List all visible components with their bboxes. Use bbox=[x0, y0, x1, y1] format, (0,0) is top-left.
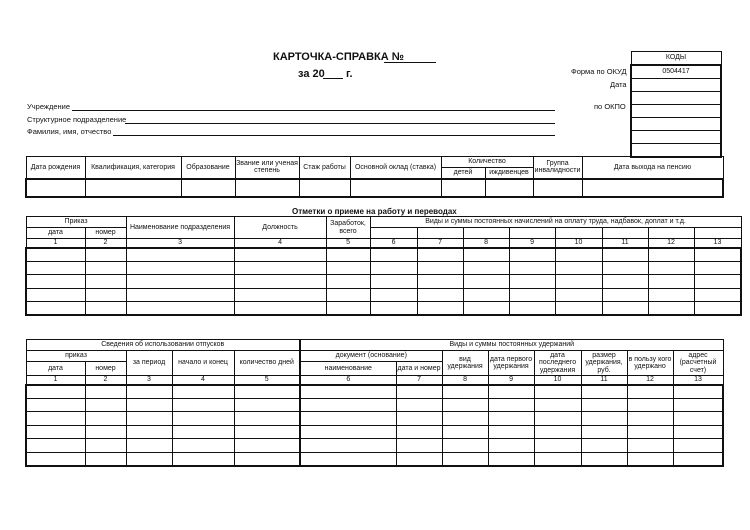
table-cell[interactable] bbox=[602, 261, 648, 275]
table-cell[interactable] bbox=[673, 439, 723, 453]
table-cell[interactable] bbox=[326, 261, 370, 275]
table-cell[interactable] bbox=[627, 439, 673, 453]
s2-in-favor: в пользу кого удержано bbox=[627, 351, 673, 376]
codes-header: КОДЫ bbox=[631, 52, 721, 66]
vacations-deductions-table bbox=[25, 339, 724, 467]
table-cell[interactable] bbox=[126, 261, 234, 275]
institution-line[interactable] bbox=[72, 110, 555, 111]
code-cell-6[interactable] bbox=[631, 131, 721, 144]
s2-for-period: за период bbox=[126, 351, 172, 376]
table-cell[interactable] bbox=[370, 248, 417, 262]
table-cell[interactable] bbox=[694, 288, 741, 302]
code-cell-3[interactable] bbox=[631, 92, 721, 105]
table-cell[interactable] bbox=[648, 261, 694, 275]
s1-colnum: 11 bbox=[602, 239, 648, 248]
table-cell[interactable] bbox=[300, 425, 396, 439]
s2-colnum: 3 bbox=[126, 376, 172, 385]
s1-colnum: 9 bbox=[509, 239, 555, 248]
table-cell[interactable] bbox=[581, 412, 627, 426]
col-salary: Основной оклад (ставка) bbox=[350, 157, 441, 179]
table-cell[interactable] bbox=[417, 302, 463, 316]
table-cell[interactable] bbox=[509, 288, 555, 302]
table-cell[interactable] bbox=[602, 248, 648, 262]
table-cell[interactable] bbox=[534, 425, 581, 439]
table-cell[interactable] bbox=[85, 288, 126, 302]
s1-colnum: 13 bbox=[694, 239, 741, 248]
col-children: детей bbox=[441, 168, 485, 179]
s1-date: дата bbox=[26, 228, 85, 239]
table-cell[interactable] bbox=[26, 452, 85, 466]
s2-days-count: количество дней bbox=[234, 351, 300, 376]
hiring-transfers-table bbox=[25, 216, 742, 316]
s2-deduction-type: вид удержания bbox=[442, 351, 488, 376]
table-cell[interactable] bbox=[581, 385, 627, 399]
s1-colnum: 6 bbox=[370, 239, 417, 248]
table-cell[interactable] bbox=[602, 275, 648, 289]
table-cell[interactable] bbox=[126, 275, 234, 289]
period-suffix: г. bbox=[346, 68, 353, 80]
table-cell[interactable] bbox=[442, 439, 488, 453]
s1-order: Приказ bbox=[26, 217, 126, 228]
table-cell[interactable] bbox=[234, 275, 326, 289]
col-pension-date: Дата выхода на пенсию bbox=[582, 157, 723, 179]
table-cell[interactable] bbox=[442, 385, 488, 399]
table-row bbox=[26, 385, 723, 399]
table-cell[interactable] bbox=[300, 398, 396, 412]
table-cell[interactable] bbox=[648, 248, 694, 262]
table-cell[interactable] bbox=[627, 412, 673, 426]
s2-number: номер bbox=[85, 362, 126, 376]
table-cell[interactable] bbox=[172, 412, 234, 426]
s1-colnum: 4 bbox=[234, 239, 326, 248]
table-cell[interactable] bbox=[126, 452, 172, 466]
s2-colnum: 2 bbox=[85, 376, 126, 385]
info-data-row bbox=[26, 179, 723, 197]
table-row bbox=[26, 302, 741, 316]
col-birth-date: Дата рождения bbox=[26, 157, 85, 179]
table-row bbox=[26, 288, 741, 302]
table-cell[interactable] bbox=[234, 261, 326, 275]
table-cell[interactable] bbox=[673, 425, 723, 439]
col-dependents: иждивенцев bbox=[485, 168, 533, 179]
table-cell[interactable] bbox=[534, 439, 581, 453]
table-cell[interactable] bbox=[370, 261, 417, 275]
table-cell[interactable] bbox=[370, 288, 417, 302]
table-cell[interactable] bbox=[26, 248, 85, 262]
division-label: Структурное подразделение bbox=[27, 115, 127, 124]
s2-address: адрес (расчетный счет) bbox=[673, 351, 723, 376]
table-cell[interactable] bbox=[442, 412, 488, 426]
col-rank: Звание или ученая степень bbox=[235, 157, 299, 179]
s1-colnum: 8 bbox=[463, 239, 509, 248]
s2-colnum: 10 bbox=[534, 376, 581, 385]
table-cell[interactable] bbox=[234, 385, 300, 399]
s2-colnum: 13 bbox=[673, 376, 723, 385]
table-cell[interactable] bbox=[442, 398, 488, 412]
table-cell[interactable] bbox=[488, 385, 534, 399]
table-row bbox=[26, 248, 741, 262]
table-cell[interactable] bbox=[673, 398, 723, 412]
table-cell[interactable] bbox=[396, 452, 442, 466]
table-cell[interactable] bbox=[581, 452, 627, 466]
fullname-label: Фамилия, имя, отчество bbox=[27, 127, 112, 136]
table-cell[interactable] bbox=[555, 275, 602, 289]
table-cell[interactable] bbox=[172, 398, 234, 412]
s1-division-name: Наименование подразделения bbox=[126, 217, 234, 239]
s2-col-numbers bbox=[26, 376, 723, 385]
table-cell[interactable] bbox=[26, 398, 85, 412]
okpo-label: по ОКПО bbox=[594, 102, 626, 111]
table-cell[interactable] bbox=[85, 425, 126, 439]
table-cell[interactable] bbox=[234, 425, 300, 439]
s2-start-end: начало и конец bbox=[172, 351, 234, 376]
table-cell[interactable] bbox=[555, 261, 602, 275]
s1-col-numbers bbox=[26, 239, 741, 248]
okud-code-cell[interactable]: 0504417 bbox=[631, 65, 721, 79]
table-row bbox=[26, 412, 723, 426]
table-cell[interactable] bbox=[488, 425, 534, 439]
form-number-line bbox=[384, 62, 436, 63]
table-cell[interactable] bbox=[581, 425, 627, 439]
table-cell[interactable] bbox=[26, 425, 85, 439]
table-cell[interactable] bbox=[694, 248, 741, 262]
okud-label: Форма по ОКУД bbox=[571, 67, 627, 76]
s2-order: приказ bbox=[26, 351, 126, 362]
s1-colnum: 1 bbox=[26, 239, 85, 248]
table-cell[interactable] bbox=[509, 261, 555, 275]
s2-deductions: Виды и суммы постоянных удержаний bbox=[300, 340, 723, 351]
form-title: КАРТОЧКА-СПРАВКА № bbox=[273, 51, 404, 63]
table-cell[interactable] bbox=[26, 261, 85, 275]
s2-amount: размер удержания, руб. bbox=[581, 351, 627, 376]
table-cell[interactable] bbox=[463, 302, 509, 316]
table-cell[interactable] bbox=[627, 385, 673, 399]
s2-last-date: дата последнего удержания bbox=[534, 351, 581, 376]
employee-info-table bbox=[25, 156, 724, 198]
table-cell[interactable] bbox=[85, 302, 126, 316]
table-cell[interactable] bbox=[463, 248, 509, 262]
table-row bbox=[26, 425, 723, 439]
section1-title: Отметки о приеме на работу и переводах bbox=[292, 207, 457, 216]
table-cell[interactable] bbox=[555, 302, 602, 316]
table-cell[interactable] bbox=[234, 302, 326, 316]
table-cell[interactable] bbox=[488, 452, 534, 466]
table-cell[interactable] bbox=[396, 385, 442, 399]
table-cell[interactable] bbox=[85, 439, 126, 453]
cell-experience[interactable] bbox=[299, 179, 350, 197]
table-cell[interactable] bbox=[326, 275, 370, 289]
s1-colnum: 7 bbox=[417, 239, 463, 248]
table-cell[interactable] bbox=[26, 385, 85, 399]
cell-pension-date[interactable] bbox=[582, 179, 723, 197]
table-cell[interactable] bbox=[488, 439, 534, 453]
table-cell[interactable] bbox=[172, 439, 234, 453]
okpo-code-cell[interactable] bbox=[631, 105, 721, 118]
table-cell[interactable] bbox=[126, 288, 234, 302]
table-cell[interactable] bbox=[126, 248, 234, 262]
table-cell[interactable] bbox=[126, 302, 234, 316]
date-code-cell[interactable] bbox=[631, 79, 721, 92]
table-cell[interactable] bbox=[26, 412, 85, 426]
table-cell[interactable] bbox=[396, 425, 442, 439]
table-cell[interactable] bbox=[26, 302, 85, 316]
cell-birth-date[interactable] bbox=[26, 179, 85, 197]
s2-date-and-number: дата и номер bbox=[396, 362, 442, 376]
table-cell[interactable] bbox=[555, 248, 602, 262]
cell-salary[interactable] bbox=[350, 179, 441, 197]
table-cell[interactable] bbox=[85, 248, 126, 262]
table-cell[interactable] bbox=[509, 248, 555, 262]
table-cell[interactable] bbox=[300, 412, 396, 426]
s1-colnum: 10 bbox=[555, 239, 602, 248]
s1-earnings: Заработок, всего bbox=[326, 217, 370, 239]
table-cell[interactable] bbox=[534, 385, 581, 399]
table-cell[interactable] bbox=[234, 398, 300, 412]
cell-education[interactable] bbox=[181, 179, 235, 197]
table-cell[interactable] bbox=[126, 412, 172, 426]
table-cell[interactable] bbox=[417, 261, 463, 275]
table-cell[interactable] bbox=[673, 412, 723, 426]
table-cell[interactable] bbox=[694, 302, 741, 316]
s2-colnum: 5 bbox=[234, 376, 300, 385]
table-cell[interactable] bbox=[126, 439, 172, 453]
fullname-line[interactable] bbox=[113, 135, 555, 136]
cell-rank[interactable] bbox=[235, 179, 299, 197]
table-cell[interactable] bbox=[463, 261, 509, 275]
table-cell[interactable] bbox=[534, 452, 581, 466]
s2-colnum: 6 bbox=[300, 376, 396, 385]
s1-position: Должность bbox=[234, 217, 326, 239]
table-cell[interactable] bbox=[581, 398, 627, 412]
code-cell-7[interactable] bbox=[631, 144, 721, 158]
table-cell[interactable] bbox=[694, 275, 741, 289]
s2-colnum: 1 bbox=[26, 376, 85, 385]
col-qualification: Квалификация, категория bbox=[85, 157, 181, 179]
table-cell[interactable] bbox=[370, 275, 417, 289]
table-cell[interactable] bbox=[85, 398, 126, 412]
table-cell[interactable] bbox=[417, 275, 463, 289]
s2-colnum: 9 bbox=[488, 376, 534, 385]
cell-disability[interactable] bbox=[533, 179, 582, 197]
s2-colnum: 7 bbox=[396, 376, 442, 385]
table-cell[interactable] bbox=[85, 385, 126, 399]
table-row bbox=[26, 398, 723, 412]
s2-colnum: 12 bbox=[627, 376, 673, 385]
table-cell[interactable] bbox=[463, 275, 509, 289]
table-cell[interactable] bbox=[396, 439, 442, 453]
table-cell[interactable] bbox=[26, 439, 85, 453]
table-cell[interactable] bbox=[509, 275, 555, 289]
table-cell[interactable] bbox=[26, 275, 85, 289]
table-cell[interactable] bbox=[396, 412, 442, 426]
cell-children[interactable] bbox=[441, 179, 485, 197]
table-cell[interactable] bbox=[26, 288, 85, 302]
table-cell[interactable] bbox=[627, 425, 673, 439]
table-cell[interactable] bbox=[326, 288, 370, 302]
s2-date: дата bbox=[26, 362, 85, 376]
institution-label: Учреждение bbox=[27, 102, 70, 111]
s1-colnum: 3 bbox=[126, 239, 234, 248]
table-cell[interactable] bbox=[602, 288, 648, 302]
table-cell[interactable] bbox=[126, 385, 172, 399]
table-cell[interactable] bbox=[581, 439, 627, 453]
table-cell[interactable] bbox=[509, 302, 555, 316]
table-cell[interactable] bbox=[534, 412, 581, 426]
table-cell[interactable] bbox=[234, 452, 300, 466]
table-cell[interactable] bbox=[442, 452, 488, 466]
table-cell[interactable] bbox=[300, 385, 396, 399]
table-cell[interactable] bbox=[126, 425, 172, 439]
table-cell[interactable] bbox=[396, 398, 442, 412]
table-cell[interactable] bbox=[488, 398, 534, 412]
cell-dependents[interactable] bbox=[485, 179, 533, 197]
table-cell[interactable] bbox=[417, 248, 463, 262]
table-cell[interactable] bbox=[85, 412, 126, 426]
s1-accruals: Виды и суммы постоянных начислений на оплату труда, надбавок, доплат и т.д. bbox=[370, 217, 741, 228]
table-cell[interactable] bbox=[172, 425, 234, 439]
table-cell[interactable] bbox=[555, 288, 602, 302]
table-cell[interactable] bbox=[85, 275, 126, 289]
s2-first-date: дата первого удержания bbox=[488, 351, 534, 376]
division-line[interactable] bbox=[125, 123, 555, 124]
period-year-line bbox=[323, 78, 343, 79]
table-cell[interactable] bbox=[85, 452, 126, 466]
table-cell[interactable] bbox=[673, 452, 723, 466]
table-cell[interactable] bbox=[234, 439, 300, 453]
table-cell[interactable] bbox=[673, 385, 723, 399]
table-cell[interactable] bbox=[463, 288, 509, 302]
s1-colnum: 12 bbox=[648, 239, 694, 248]
s2-colnum: 11 bbox=[581, 376, 627, 385]
period-prefix: за 20 bbox=[298, 68, 325, 80]
table-cell[interactable] bbox=[300, 452, 396, 466]
table-cell[interactable] bbox=[442, 425, 488, 439]
s1-colnum: 5 bbox=[326, 239, 370, 248]
table-cell[interactable] bbox=[694, 261, 741, 275]
table-cell[interactable] bbox=[627, 452, 673, 466]
table-cell[interactable] bbox=[172, 385, 234, 399]
table-cell[interactable] bbox=[627, 398, 673, 412]
table-cell[interactable] bbox=[648, 288, 694, 302]
table-cell[interactable] bbox=[648, 275, 694, 289]
code-cell-5[interactable] bbox=[631, 118, 721, 131]
table-cell[interactable] bbox=[370, 302, 417, 316]
table-cell[interactable] bbox=[417, 288, 463, 302]
table-cell[interactable] bbox=[326, 248, 370, 262]
table-cell[interactable] bbox=[85, 261, 126, 275]
s2-name: наименование bbox=[300, 362, 396, 376]
s2-vacation-info: Сведения об использовании отпусков bbox=[26, 340, 300, 351]
table-cell[interactable] bbox=[172, 452, 234, 466]
table-cell[interactable] bbox=[234, 288, 326, 302]
col-education: Образование bbox=[181, 157, 235, 179]
table-cell[interactable] bbox=[234, 248, 326, 262]
table-cell[interactable] bbox=[326, 302, 370, 316]
table-cell[interactable] bbox=[300, 439, 396, 453]
table-cell[interactable] bbox=[534, 398, 581, 412]
col-disability: Группа инвалидности bbox=[533, 157, 582, 179]
s2-colnum: 4 bbox=[172, 376, 234, 385]
codes-table bbox=[630, 51, 722, 158]
table-cell[interactable] bbox=[234, 412, 300, 426]
table-cell[interactable] bbox=[126, 398, 172, 412]
s1-number: номер bbox=[85, 228, 126, 239]
table-row bbox=[26, 275, 741, 289]
table-cell[interactable] bbox=[648, 302, 694, 316]
date-label: Дата bbox=[610, 80, 627, 89]
table-row bbox=[26, 261, 741, 275]
col-experience: Стаж работы bbox=[299, 157, 350, 179]
col-quantity: Количество bbox=[441, 157, 533, 168]
s2-colnum: 8 bbox=[442, 376, 488, 385]
table-row bbox=[26, 452, 723, 466]
table-cell[interactable] bbox=[488, 412, 534, 426]
table-cell[interactable] bbox=[602, 302, 648, 316]
s1-colnum: 2 bbox=[85, 239, 126, 248]
s2-document: документ (основание) bbox=[300, 351, 442, 362]
cell-qualification[interactable] bbox=[85, 179, 181, 197]
table-row bbox=[26, 439, 723, 453]
